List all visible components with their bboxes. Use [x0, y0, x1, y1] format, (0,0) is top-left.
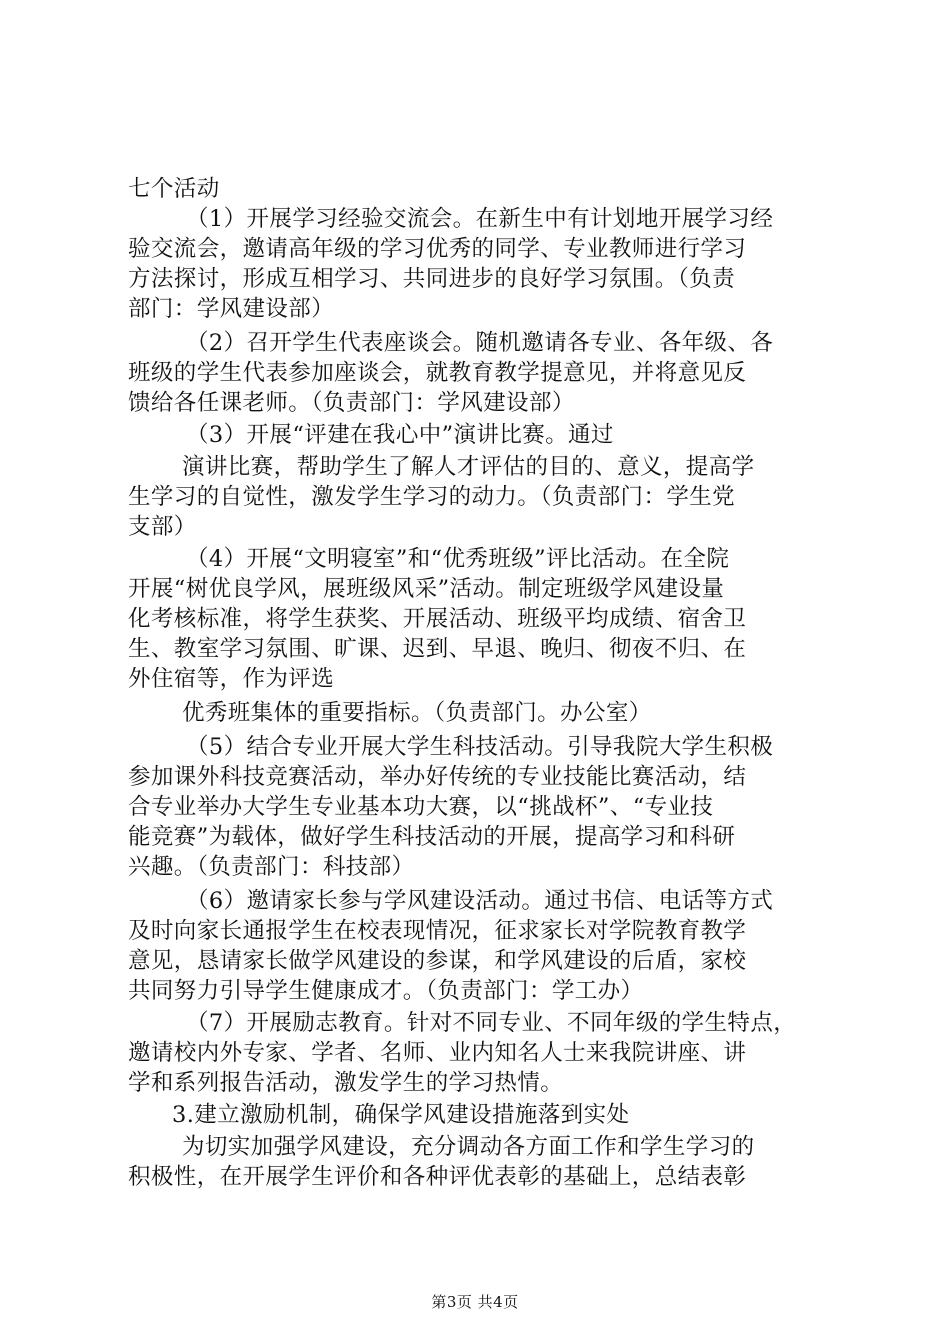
paragraph-line: 生学习的自觉性，激发学生学习的动力。（负责部门：学生党: [128, 484, 736, 510]
paragraph-line: 能竞赛”为载体，做好学生科技活动的开展，提高学习和科研: [128, 824, 736, 850]
paragraph-line: （5）结合专业开展大学生科技活动。引导我院大学生积极: [186, 734, 774, 760]
paragraph-line: 合专业举办大学生专业基本功大赛，以“挑战杯”、“专业技: [128, 794, 714, 820]
paragraph-line: （6）邀请家长参与学风建设活动。通过书信、电话等方式: [186, 888, 774, 914]
paragraph-line: 兴趣。（负责部门：科技部）: [128, 854, 415, 880]
paragraph-line: 优秀班集体的重要指标。（负责部门。办公室）: [182, 700, 652, 726]
paragraph-line: 方法探讨，形成互相学习、共同进步的良好学习氛围。（负责: [128, 266, 736, 292]
paragraph-line: 为切实加强学风建设，充分调动各方面工作和学生学习的: [182, 1134, 755, 1160]
paragraph-line: 外住宿等，作为评选: [128, 666, 335, 692]
paragraph-line: （4）开展“文明寝室”和“优秀班级”评比活动。在全院: [186, 546, 730, 572]
paragraph-line: （7）开展励志教育。针对不同专业、不同年级的学生特点，: [186, 1010, 797, 1036]
paragraph-line: 积极性，在开展学生评价和各种评优表彰的基础上，总结表彰: [128, 1164, 747, 1190]
paragraph-line: 及时向家长通报学生在校表现情况，征求家长对学院教育教学: [128, 918, 747, 944]
subsection-heading: 3.建立激励机制，确保学风建设措施落到实处: [172, 1102, 630, 1128]
paragraph-line: （3）开展“评建在我心中”演讲比赛。通过: [186, 422, 614, 448]
paragraph-line: 参加课外科技竞赛活动，举办好传统的专业技能比赛活动，结: [128, 764, 747, 790]
section-heading: 七个活动: [128, 176, 220, 202]
paragraph-line: （1）开展学习经验交流会。在新生中有计划地开展学习经: [186, 206, 774, 232]
paragraph-line: 生、教室学习氛围、旷课、迟到、早退、晚归、彻夜不归、在: [128, 636, 747, 662]
paragraph-line: 意见，恳请家长做学风建设的参谋，和学风建设的后盾，家校: [128, 948, 747, 974]
paragraph-line: 开展“树优良学风，展班级风采”活动。制定班级学风建设量: [128, 576, 725, 602]
paragraph-line: 共同努力引导学生健康成才。（负责部门：学工办）: [128, 978, 644, 1004]
paragraph-line: 馈给各任课老师。（负责部门：学风建设部）: [128, 390, 575, 416]
paragraph-line: 班级的学生代表参加座谈会，就教育教学提意见，并将意见反: [128, 360, 747, 386]
paragraph-line: 支部）: [128, 514, 197, 540]
paragraph-line: 邀请校内外专家、学者、名师、业内知名人士来我院讲座、讲: [128, 1040, 747, 1066]
paragraph-line: 部门：学风建设部）: [128, 296, 335, 322]
paragraph-line: 验交流会，邀请高年级的学习优秀的同学、专业教师进行学习: [128, 236, 747, 262]
page-number-footer: 第3页 共4页: [431, 1293, 519, 1311]
paragraph-line: 学和系列报告活动，激发学生的学习热情。: [128, 1070, 564, 1096]
paragraph-line: 演讲比赛，帮助学生了解人才评估的目的、意义，提高学: [182, 454, 755, 480]
paragraph-line: 化考核标准，将学生获奖、开展活动、班级平均成绩、宿舍卫: [128, 606, 747, 632]
paragraph-line: （2）召开学生代表座谈会。随机邀请各专业、各年级、各: [186, 330, 774, 356]
